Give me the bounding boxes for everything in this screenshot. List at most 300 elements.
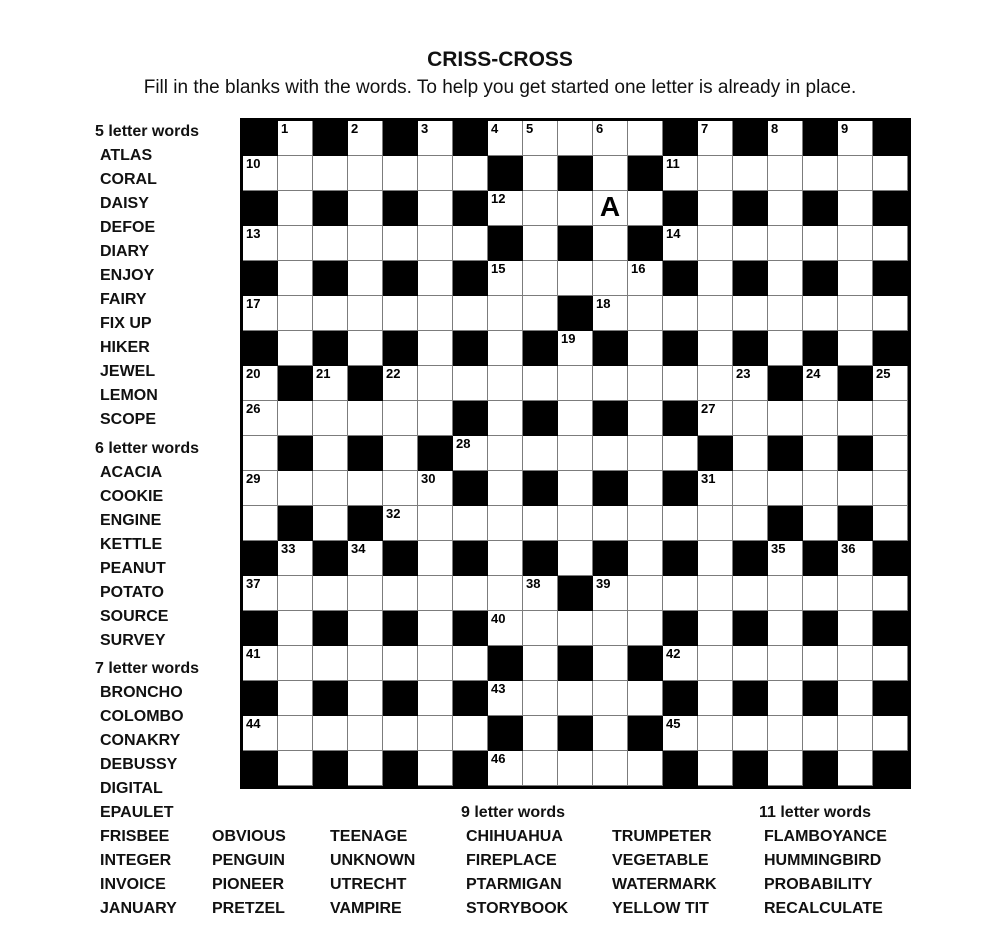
- grid-cell-white[interactable]: [383, 646, 418, 681]
- grid-cell-white[interactable]: [593, 576, 628, 611]
- grid-cell-white[interactable]: [488, 576, 523, 611]
- grid-cell-white[interactable]: [383, 296, 418, 331]
- grid-cell-white[interactable]: [418, 471, 453, 506]
- word-item: TRUMPETER: [612, 828, 712, 845]
- grid-cell-white[interactable]: [663, 646, 698, 681]
- grid-cell-white[interactable]: [873, 506, 908, 541]
- grid-cell-white[interactable]: [698, 646, 733, 681]
- grid-cell-white[interactable]: [523, 716, 558, 751]
- grid-cell-white[interactable]: [593, 716, 628, 751]
- grid-cell-white[interactable]: [698, 261, 733, 296]
- grid-cell-white[interactable]: [348, 156, 383, 191]
- grid-cell-white[interactable]: [418, 121, 453, 156]
- grid-cell-white[interactable]: [453, 506, 488, 541]
- grid-cell-white[interactable]: [663, 436, 698, 471]
- grid-cell-white[interactable]: [348, 716, 383, 751]
- grid-cell-white[interactable]: [383, 226, 418, 261]
- grid-cell-black: [803, 751, 838, 786]
- grid-cell-white[interactable]: [278, 681, 313, 716]
- grid-cell-white[interactable]: [733, 716, 768, 751]
- grid-cell-white[interactable]: [243, 366, 278, 401]
- grid-cell-white[interactable]: [698, 576, 733, 611]
- grid-cell-white[interactable]: [488, 541, 523, 576]
- puzzle-grid: [240, 118, 911, 789]
- grid-cell-white[interactable]: [313, 716, 348, 751]
- grid-cell-white[interactable]: [418, 401, 453, 436]
- grid-cell-white[interactable]: [803, 716, 838, 751]
- grid-cell-white[interactable]: [278, 296, 313, 331]
- cell-number: 43: [491, 681, 506, 696]
- grid-cell-white[interactable]: [733, 226, 768, 261]
- grid-cell-black: [733, 681, 768, 716]
- grid-cell-white[interactable]: [733, 366, 768, 401]
- grid-cell-white[interactable]: [383, 156, 418, 191]
- word-item: YELLOW TIT: [612, 900, 709, 917]
- grid-cell-white[interactable]: [313, 646, 348, 681]
- grid-cell-white[interactable]: [628, 121, 663, 156]
- grid-cell-white[interactable]: [768, 401, 803, 436]
- grid-cell-white[interactable]: [803, 156, 838, 191]
- grid-cell-white[interactable]: [628, 681, 663, 716]
- grid-cell-white[interactable]: [488, 471, 523, 506]
- cell-number: 39: [596, 576, 611, 591]
- grid-cell-white[interactable]: [313, 366, 348, 401]
- grid-cell-white[interactable]: [838, 576, 873, 611]
- grid-cell-white[interactable]: [698, 331, 733, 366]
- grid-cell-white[interactable]: [593, 191, 628, 226]
- grid-cell-black: [453, 261, 488, 296]
- grid-cell-white[interactable]: [698, 191, 733, 226]
- grid-cell-white[interactable]: [348, 331, 383, 366]
- grid-cell-white[interactable]: [593, 751, 628, 786]
- grid-cell-white[interactable]: [488, 261, 523, 296]
- grid-cell-white[interactable]: [838, 296, 873, 331]
- grid-cell-white[interactable]: [698, 296, 733, 331]
- word-item: PROBABILITY: [764, 876, 873, 893]
- grid-cell-black: [278, 366, 313, 401]
- grid-cell-white[interactable]: [558, 331, 593, 366]
- grid-cell-white[interactable]: [768, 611, 803, 646]
- grid-cell-white[interactable]: [278, 226, 313, 261]
- grid-cell-white[interactable]: [628, 331, 663, 366]
- grid-cell-white[interactable]: [313, 506, 348, 541]
- grid-cell-black: [768, 436, 803, 471]
- grid-cell-white[interactable]: [698, 506, 733, 541]
- grid-cell-white[interactable]: [278, 576, 313, 611]
- grid-cell-white[interactable]: [873, 716, 908, 751]
- grid-cell-white[interactable]: [838, 191, 873, 226]
- word-item: VAMPIRE: [330, 900, 402, 917]
- grid-cell-black: [698, 436, 733, 471]
- grid-cell-white[interactable]: [628, 191, 663, 226]
- grid-cell-white[interactable]: [593, 646, 628, 681]
- grid-cell-white[interactable]: [768, 226, 803, 261]
- grid-cell-white[interactable]: [243, 716, 278, 751]
- grid-cell-white[interactable]: [348, 191, 383, 226]
- grid-cell-white[interactable]: [278, 541, 313, 576]
- grid-cell-white[interactable]: [523, 646, 558, 681]
- grid-cell-white[interactable]: [488, 191, 523, 226]
- grid-cell-black: [803, 611, 838, 646]
- grid-cell-white[interactable]: [523, 261, 558, 296]
- cell-number: 34: [351, 541, 366, 556]
- grid-cell-white[interactable]: [313, 156, 348, 191]
- grid-cell-white[interactable]: [838, 611, 873, 646]
- grid-cell-white[interactable]: [418, 261, 453, 296]
- grid-cell-white[interactable]: [733, 576, 768, 611]
- grid-cell-white[interactable]: [453, 576, 488, 611]
- grid-cell-white[interactable]: [768, 261, 803, 296]
- grid-cell-white[interactable]: [278, 121, 313, 156]
- word-section-header: 11 letter words: [759, 804, 872, 821]
- grid-cell-white[interactable]: [663, 716, 698, 751]
- grid-cell-white[interactable]: [348, 646, 383, 681]
- grid-cell-white[interactable]: [628, 296, 663, 331]
- grid-cell-white[interactable]: [278, 191, 313, 226]
- grid-cell-white[interactable]: [278, 471, 313, 506]
- grid-cell-white[interactable]: [558, 436, 593, 471]
- grid-cell-white[interactable]: [838, 261, 873, 296]
- grid-cell-white[interactable]: [593, 156, 628, 191]
- grid-cell-white[interactable]: [768, 156, 803, 191]
- grid-cell-white[interactable]: [418, 716, 453, 751]
- grid-cell-white[interactable]: [453, 226, 488, 261]
- grid-cell-black: [278, 506, 313, 541]
- word-column-7-letter-2: [207, 801, 286, 921]
- grid-cell-white[interactable]: [733, 296, 768, 331]
- grid-cell-white[interactable]: [488, 436, 523, 471]
- grid-cell-white[interactable]: [418, 541, 453, 576]
- grid-cell-white[interactable]: [768, 681, 803, 716]
- grid-cell-white[interactable]: [768, 471, 803, 506]
- grid-cell-white[interactable]: [803, 436, 838, 471]
- grid-cell-white[interactable]: [278, 751, 313, 786]
- grid-cell-white[interactable]: [488, 121, 523, 156]
- grid-cell-black: [803, 681, 838, 716]
- grid-cell-white[interactable]: [698, 716, 733, 751]
- grid-cell-white[interactable]: [698, 611, 733, 646]
- grid-cell-white[interactable]: [313, 436, 348, 471]
- grid-cell-white[interactable]: [383, 436, 418, 471]
- grid-cell-white[interactable]: [873, 576, 908, 611]
- grid-cell-white[interactable]: [768, 751, 803, 786]
- grid-cell-white[interactable]: [768, 576, 803, 611]
- grid-cell-white[interactable]: [488, 506, 523, 541]
- word-column-9-letter-2: [607, 801, 717, 921]
- grid-cell-white[interactable]: [733, 436, 768, 471]
- grid-cell-white[interactable]: [698, 226, 733, 261]
- grid-cell-black: [453, 541, 488, 576]
- grid-cell-white[interactable]: [418, 576, 453, 611]
- grid-cell-white[interactable]: [698, 471, 733, 506]
- grid-cell-white[interactable]: [348, 541, 383, 576]
- grid-cell-white[interactable]: [838, 401, 873, 436]
- grid-cell-white[interactable]: [628, 366, 663, 401]
- grid-cell-white[interactable]: [383, 716, 418, 751]
- grid-cell-white[interactable]: [278, 646, 313, 681]
- grid-cell-white[interactable]: [348, 611, 383, 646]
- grid-cell-white[interactable]: [558, 366, 593, 401]
- grid-cell-white[interactable]: [663, 156, 698, 191]
- word-item: JEWEL: [100, 363, 156, 380]
- grid-cell-white[interactable]: [558, 121, 593, 156]
- grid-cell-white[interactable]: [733, 506, 768, 541]
- grid-cell-white[interactable]: [593, 611, 628, 646]
- grid-cell-white[interactable]: [663, 226, 698, 261]
- grid-cell-white[interactable]: [453, 436, 488, 471]
- grid-cell-white[interactable]: [768, 646, 803, 681]
- word-list: [95, 144, 199, 432]
- grid-cell-white[interactable]: [628, 471, 663, 506]
- grid-cell-white[interactable]: [383, 366, 418, 401]
- grid-cell-white[interactable]: [348, 681, 383, 716]
- grid-cell-white[interactable]: [243, 646, 278, 681]
- grid-cell-white[interactable]: [278, 156, 313, 191]
- grid-cell-white[interactable]: [418, 296, 453, 331]
- grid-cell-white[interactable]: [873, 436, 908, 471]
- grid-cell-white[interactable]: [838, 716, 873, 751]
- grid-cell-white[interactable]: [558, 261, 593, 296]
- grid-cell-white[interactable]: [418, 681, 453, 716]
- grid-cell-white[interactable]: [243, 226, 278, 261]
- grid-cell-white[interactable]: [768, 296, 803, 331]
- cell-number: 22: [386, 366, 401, 381]
- grid-cell-white[interactable]: [768, 716, 803, 751]
- grid-cell-white[interactable]: [628, 751, 663, 786]
- grid-cell-white[interactable]: [558, 401, 593, 436]
- grid-cell-white[interactable]: [453, 716, 488, 751]
- grid-cell-white[interactable]: [593, 436, 628, 471]
- grid-cell-white[interactable]: [593, 366, 628, 401]
- grid-cell-white[interactable]: [768, 191, 803, 226]
- grid-cell-white[interactable]: [873, 366, 908, 401]
- grid-cell-white[interactable]: [803, 296, 838, 331]
- grid-cell-white[interactable]: [383, 576, 418, 611]
- grid-cell-white[interactable]: [733, 401, 768, 436]
- cell-number: 24: [806, 366, 821, 381]
- grid-cell-white[interactable]: [768, 331, 803, 366]
- grid-cell-white[interactable]: [873, 471, 908, 506]
- grid-cell-white[interactable]: [768, 541, 803, 576]
- grid-cell-white[interactable]: [558, 541, 593, 576]
- grid-cell-white[interactable]: [418, 226, 453, 261]
- grid-cell-black: [663, 401, 698, 436]
- grid-cell-white[interactable]: [733, 156, 768, 191]
- grid-cell-white[interactable]: [383, 471, 418, 506]
- grid-cell-white[interactable]: [418, 506, 453, 541]
- grid-cell-white[interactable]: [628, 576, 663, 611]
- grid-cell-white[interactable]: [838, 541, 873, 576]
- grid-cell-white[interactable]: [873, 296, 908, 331]
- grid-cell-white[interactable]: [278, 716, 313, 751]
- grid-cell-black: [488, 226, 523, 261]
- grid-cell-white[interactable]: [418, 611, 453, 646]
- grid-cell-white[interactable]: [418, 366, 453, 401]
- cell-number: 11: [666, 156, 680, 171]
- grid-cell-white[interactable]: [488, 331, 523, 366]
- grid-cell-white[interactable]: [453, 366, 488, 401]
- grid-cell-white[interactable]: [453, 156, 488, 191]
- grid-cell-white[interactable]: [243, 156, 278, 191]
- grid-cell-white[interactable]: [593, 681, 628, 716]
- cell-number: 33: [281, 541, 296, 556]
- grid-cell-white[interactable]: [348, 296, 383, 331]
- grid-cell-white[interactable]: [523, 751, 558, 786]
- grid-cell-white[interactable]: [663, 366, 698, 401]
- grid-cell-white[interactable]: [628, 506, 663, 541]
- grid-cell-black: [488, 716, 523, 751]
- grid-cell-black: [418, 436, 453, 471]
- grid-cell-white[interactable]: [733, 646, 768, 681]
- grid-cell-white[interactable]: [558, 611, 593, 646]
- grid-cell-white[interactable]: [523, 191, 558, 226]
- grid-cell-white[interactable]: [488, 296, 523, 331]
- grid-cell-white[interactable]: [593, 506, 628, 541]
- grid-cell-white[interactable]: [313, 226, 348, 261]
- grid-cell-white[interactable]: [873, 646, 908, 681]
- grid-cell-white[interactable]: [523, 436, 558, 471]
- grid-cell-white[interactable]: [803, 471, 838, 506]
- grid-cell-white[interactable]: [383, 506, 418, 541]
- word-section-6-letter: [95, 437, 199, 653]
- grid-cell-white[interactable]: [698, 121, 733, 156]
- grid-cell-white[interactable]: [523, 611, 558, 646]
- grid-cell-white[interactable]: [348, 121, 383, 156]
- grid-cell-white[interactable]: [558, 471, 593, 506]
- grid-cell-white[interactable]: [523, 576, 558, 611]
- grid-cell-white[interactable]: [523, 156, 558, 191]
- grid-cell-white[interactable]: [418, 646, 453, 681]
- grid-cell-white[interactable]: [278, 261, 313, 296]
- grid-cell-white[interactable]: [558, 191, 593, 226]
- grid-cell-white[interactable]: [243, 471, 278, 506]
- prefilled-letter: A: [599, 191, 621, 222]
- grid-cell-white[interactable]: [418, 191, 453, 226]
- grid-cell-white[interactable]: [698, 401, 733, 436]
- grid-cell-white[interactable]: [488, 751, 523, 786]
- grid-cell-white[interactable]: [348, 576, 383, 611]
- grid-cell-white[interactable]: [873, 401, 908, 436]
- grid-cell-white[interactable]: [663, 296, 698, 331]
- grid-cell-white[interactable]: [698, 366, 733, 401]
- grid-cell-white[interactable]: [593, 226, 628, 261]
- grid-cell-white[interactable]: [838, 226, 873, 261]
- grid-cell-white[interactable]: [698, 751, 733, 786]
- grid-cell-white[interactable]: [243, 436, 278, 471]
- grid-cell-white[interactable]: [243, 506, 278, 541]
- grid-cell-white[interactable]: [523, 296, 558, 331]
- grid-cell-white[interactable]: [838, 646, 873, 681]
- grid-cell-white[interactable]: [453, 296, 488, 331]
- grid-cell-white[interactable]: [313, 471, 348, 506]
- grid-cell-white[interactable]: [628, 611, 663, 646]
- grid-cell-white[interactable]: [278, 331, 313, 366]
- grid-cell-black: [348, 436, 383, 471]
- grid-cell-white[interactable]: [243, 401, 278, 436]
- grid-cell-white[interactable]: [523, 681, 558, 716]
- grid-cell-white[interactable]: [663, 506, 698, 541]
- grid-cell-white[interactable]: [488, 401, 523, 436]
- grid-cell-white[interactable]: [523, 226, 558, 261]
- grid-cell-white[interactable]: [803, 226, 838, 261]
- grid-cell-white[interactable]: [453, 646, 488, 681]
- word-item: PENGUIN: [212, 852, 285, 869]
- grid-cell-white[interactable]: [663, 576, 698, 611]
- grid-cell-white[interactable]: [873, 156, 908, 191]
- grid-cell-white[interactable]: [768, 121, 803, 156]
- grid-cell-white[interactable]: [838, 751, 873, 786]
- grid-cell-white[interactable]: [558, 506, 593, 541]
- grid-cell-white[interactable]: [838, 471, 873, 506]
- grid-cell-white[interactable]: [313, 296, 348, 331]
- grid-cell-white[interactable]: [278, 611, 313, 646]
- grid-cell-white[interactable]: [873, 226, 908, 261]
- grid-cell-black: [243, 681, 278, 716]
- grid-cell-black: [453, 611, 488, 646]
- grid-cell-white[interactable]: [628, 401, 663, 436]
- grid-cell-white[interactable]: [628, 436, 663, 471]
- grid-cell-white[interactable]: [593, 261, 628, 296]
- grid-cell-white[interactable]: [348, 261, 383, 296]
- grid-cell-white[interactable]: [488, 681, 523, 716]
- grid-cell-white[interactable]: [348, 471, 383, 506]
- grid-cell-white[interactable]: [348, 226, 383, 261]
- grid-cell-white[interactable]: [418, 331, 453, 366]
- grid-cell-white[interactable]: [838, 156, 873, 191]
- grid-cell-white[interactable]: [803, 646, 838, 681]
- grid-cell-white[interactable]: [418, 751, 453, 786]
- grid-cell-white[interactable]: [488, 366, 523, 401]
- grid-cell-white[interactable]: [523, 506, 558, 541]
- grid-cell-white[interactable]: [733, 471, 768, 506]
- word-item: ENJOY: [100, 267, 155, 284]
- grid-cell-white[interactable]: [698, 541, 733, 576]
- grid-cell-white[interactable]: [313, 401, 348, 436]
- grid-cell-black: [593, 471, 628, 506]
- grid-cell-white[interactable]: [593, 296, 628, 331]
- grid-cell-white[interactable]: [838, 121, 873, 156]
- grid-cell-white[interactable]: [383, 401, 418, 436]
- grid-cell-white[interactable]: [593, 121, 628, 156]
- grid-cell-white[interactable]: [243, 296, 278, 331]
- grid-cell-white[interactable]: [313, 576, 348, 611]
- grid-cell-white[interactable]: [523, 366, 558, 401]
- grid-cell-white[interactable]: [628, 541, 663, 576]
- grid-cell-white[interactable]: [803, 401, 838, 436]
- grid-cell-white[interactable]: [523, 121, 558, 156]
- grid-cell-white[interactable]: [488, 611, 523, 646]
- grid-cell-white[interactable]: [803, 506, 838, 541]
- word-item: BRONCHO: [100, 684, 183, 701]
- grid-cell-white[interactable]: [698, 156, 733, 191]
- cell-number: 36: [841, 541, 856, 556]
- grid-cell-white[interactable]: [803, 366, 838, 401]
- grid-cell-white[interactable]: [348, 401, 383, 436]
- grid-cell-white[interactable]: [628, 261, 663, 296]
- grid-cell-black: [383, 261, 418, 296]
- grid-cell-white[interactable]: [838, 331, 873, 366]
- grid-cell-white[interactable]: [418, 156, 453, 191]
- grid-cell-white[interactable]: [698, 681, 733, 716]
- grid-cell-white[interactable]: [803, 576, 838, 611]
- grid-cell-white[interactable]: [348, 751, 383, 786]
- grid-cell-white[interactable]: [243, 576, 278, 611]
- grid-cell-white[interactable]: [838, 681, 873, 716]
- word-item: RECALCULATE: [764, 900, 883, 917]
- grid-cell-white[interactable]: [558, 681, 593, 716]
- grid-cell-white[interactable]: [278, 401, 313, 436]
- grid-cell-white[interactable]: [558, 751, 593, 786]
